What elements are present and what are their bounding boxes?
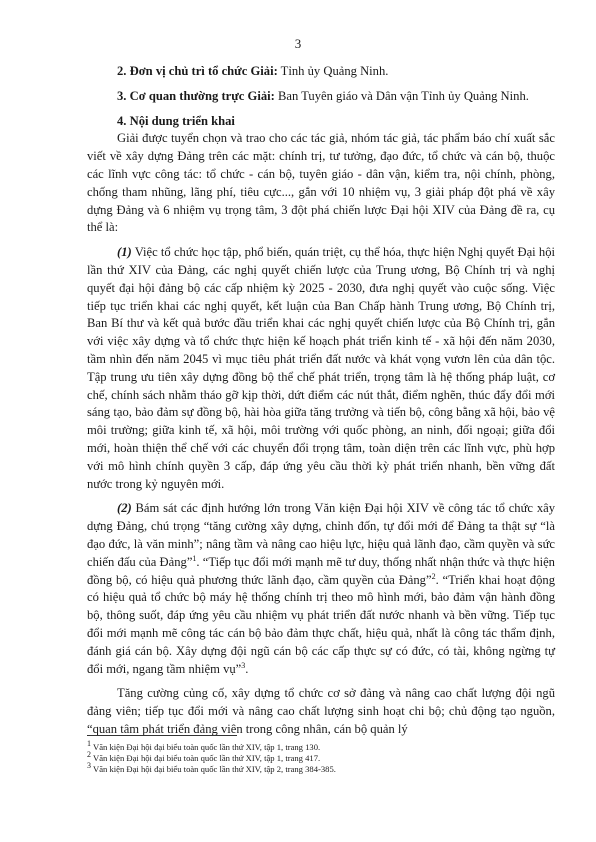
section-text: Ban Tuyên giáo và Dân vận Tỉnh ủy Quảng Ninh. bbox=[274, 88, 529, 103]
footnote-text: Văn kiện Đại hội đại biểu toàn quốc lần thứ XIV, tập 1, trang 130. bbox=[91, 742, 321, 752]
section-heading-2 bbox=[87, 63, 555, 81]
footnote-3 bbox=[87, 761, 555, 775]
item-2-text-part-4: . bbox=[245, 661, 249, 676]
item-1-paragraph bbox=[87, 244, 555, 493]
item-2-marker: (2) bbox=[117, 501, 132, 516]
item-1-marker: (1) bbox=[117, 245, 132, 260]
footnote-1 bbox=[87, 739, 555, 753]
item-1-text: Việc tổ chức học tập, phổ biến, quán triệt, cụ thể hóa, thực hiện Nghị quyết Đại hội lần thứ XIV của Đảng, các nghị quyết chiến lược của Trung ương, Bộ Chính trị và nghị quyết đại hội đảng bộ các cấp nhiệm kỳ 2025 - 2030, đưa nghị quyết vào cuộc sống. Việc tiếp tục triển khai các nghị quyết, kết luận của Ban Chấp hành Trung ương, Bộ Chính trị, Ban Bí thư và kết quả bước đầu triển khai các nghị quyết chiến lược của Bộ Chính trị, gắn với việc xây dựng và tổ chức thực hiện kế hoạch phát triển kinh tế - xã hội đến năm 2030, tầm nhìn đến năm 2045 vì mục tiêu phát triển đất nước và khát vọng vươn lên của dân tộc. Tập trung ưu tiên xây dựng đồng bộ thể chế phát triển, trọng tâm là hệ thống pháp luật, cơ chế, chính sách nhằm tháo gỡ kịp thời, dứt điểm các nút thắt, điểm nghẽn, thúc đẩy đổi mới sáng tạo, bảo đảm sự đồng bộ, hài hòa giữa tăng trưởng và tiến bộ, công bằng xã hội, bảo vệ môi trường; giữa kinh tế, xã hội, môi trường với quốc phòng, an ninh, đối ngoại; giữa đổi mới, hoàn thiện thể chế với các chuyển đổi trọng tâm, toàn diện trên các lĩnh vực, phù hợp với mô hình chính quyền 3 cấp, đáp ứng yêu cầu thời kỳ phát triển nhanh, bền vững đất nước trong kỷ nguyên mới. bbox=[87, 245, 555, 491]
item-2-text-part-1: Bám sát các định hướng lớn trong Văn kiện Đại hội XIV về công tác tổ chức xây dựng Đảng, chú trọng “tăng cường xây dựng, chỉnh đốn, tự đổi mới để Đảng ta thật sự “là đạo đức, là văn minh”; nâng tầm và nâng cao hiệu lực, hiệu quả lãnh đạo, cầm quyền và sức chiến đấu của Đảng” bbox=[87, 501, 555, 569]
item-2-text-part-3: . “Triển khai hoạt động có hiệu quả tổ chức bộ máy hệ thống chính trị theo mô hình mới, bảo đảm vận hành đồng bộ, thông suốt, đáp ứng yêu cầu nhiệm vụ phát triển đất nước nhanh và bền vững. Tiếp tục đổi mới mạnh mẽ công tác cán bộ bảo đảm thực chất, hiệu quả, nhất là công tác thẩm định, đánh giá cán bộ. Xây dựng đội ngũ cán bộ các cấp thực sự có đức, có tài, không ngừng tự đổi mới, ngang tầm nhiệm vụ” bbox=[87, 572, 555, 676]
footnotes bbox=[87, 739, 555, 775]
footnote-ref-3[interactable]: 3 bbox=[241, 660, 246, 670]
footnote-number: 2 bbox=[87, 750, 91, 760]
footnote-ref-2[interactable]: 2 bbox=[431, 571, 436, 581]
section-heading-4 bbox=[87, 113, 555, 131]
section-label: Nội dung triển khai bbox=[129, 113, 235, 128]
intro-paragraph: Giải được tuyển chọn và trao cho các tác giả, nhóm tác giả, tác phẩm báo chí xuất sắc viết về xây dựng Đảng trên các mặt: chính trị, tư tưởng, đạo đức, tổ chức và cán bộ, thuộc các lĩnh vực công tác: tổ chức - cán bộ, tuyên giáo - dân vận, kiểm tra, nội chính, phòng, chống tham nhũng, lãng phí, tiêu cực..., gắn với 10 nhiệm vụ, 3 giải pháp đột phá về xây dựng Đảng và 6 nhiệm vụ trọng tâm, 3 đột phá chiến lược Đại hội XIV của Đảng đề ra, cụ thể là: bbox=[87, 131, 555, 235]
footnote-ref-1[interactable]: 1 bbox=[192, 553, 197, 563]
footnote-number: 3 bbox=[87, 761, 91, 771]
item-2-text-part-2: . “Tiếp tục đổi mới mạnh mẽ tư duy, thống nhất nhận thức và thực hiện đồng bộ, có hiệu quả phương thức lãnh đạo, cầm quyền của Đảng” bbox=[87, 554, 555, 587]
footnote-text: Văn kiện Đại hội đại biểu toàn quốc lần thứ XIV, tập 2, trang 384-385. bbox=[91, 764, 336, 774]
item-2-paragraph bbox=[87, 500, 555, 678]
footnote-number: 1 bbox=[87, 739, 91, 749]
paragraph-3: Tăng cường củng cố, xây dựng tổ chức cơ sở đảng và nâng cao chất lượng đội ngũ đảng viên; tiếp tục đổi mới và nâng cao chất lượng sinh hoạt chi bộ; chủ động tạo nguồn, “quan tâm phát triển đảng viên trong công nhân, cán bộ quản lý bbox=[87, 686, 555, 736]
section-number: 2. bbox=[117, 64, 127, 78]
page-body bbox=[87, 63, 555, 739]
section-label: Cơ quan thường trực Giải: bbox=[129, 88, 275, 103]
section-number: 4. bbox=[117, 113, 127, 128]
footnote-separator bbox=[87, 735, 237, 736]
page-number: 3 bbox=[294, 36, 302, 51]
section-text: Tỉnh ủy Quảng Ninh. bbox=[277, 64, 389, 78]
section-label: Đơn vị chủ trì tổ chức Giải: bbox=[129, 64, 278, 78]
footnote-2 bbox=[87, 750, 555, 764]
footnote-text: Văn kiện Đại hội đại biểu toàn quốc lần thứ XIV, tập 1, trang 417. bbox=[91, 753, 321, 763]
section-heading-3 bbox=[87, 88, 555, 106]
section-number: 3. bbox=[117, 88, 127, 103]
